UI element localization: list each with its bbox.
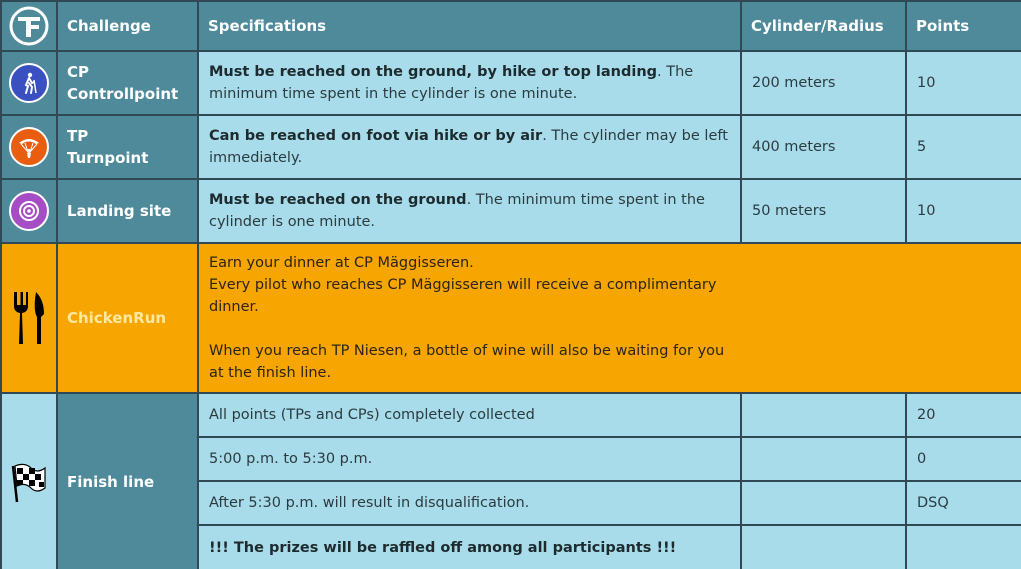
finish-row-1-points: 20	[907, 394, 1021, 436]
header-cylinder: Cylinder/Radius	[742, 2, 905, 50]
header-specifications: Specifications	[199, 2, 740, 50]
tp-label-line2: Turnpoint	[67, 149, 149, 167]
cp-label-line1: CP	[67, 63, 90, 81]
header-points: Points	[907, 2, 1021, 50]
tp-icon-cell	[2, 116, 56, 178]
tp-spec-bold: Can be reached on foot via hike or by air	[209, 128, 543, 144]
landing-spec-rest: . The minimum time spent in the cylinder is one minute.	[209, 192, 705, 230]
landing-cylinder: 50 meters	[742, 180, 905, 242]
finish-row-4-spec: !!! The prizes will be raffled off among all participants !!!	[199, 526, 740, 569]
logo-icon	[9, 6, 49, 46]
cp-icon-cell	[2, 52, 56, 114]
finish-icon-cell	[2, 394, 56, 569]
chicken-line2: Every pilot who reaches CP Mäggisseren will receive a complimentary dinner.	[209, 277, 717, 315]
landing-points: 10	[907, 180, 1021, 242]
cp-points: 10	[907, 52, 1021, 114]
finish-row-2-points: 0	[907, 438, 1021, 480]
chicken-spacer	[209, 318, 729, 340]
landing-spec	[199, 180, 740, 242]
tp-spec-rest: . The cylinder may be left immediately.	[209, 128, 728, 166]
finish-row-3-spec: After 5:30 p.m. will result in disqualification.	[199, 482, 740, 524]
hiker-icon	[9, 63, 49, 103]
cp-spec-rest: . The minimum time spent in the cylinder is one minute.	[209, 64, 694, 102]
chicken-spec	[199, 244, 1021, 392]
cp-cylinder: 200 meters	[742, 52, 905, 114]
finish-row-2-cylinder	[742, 438, 905, 480]
landing-icon-cell	[2, 180, 56, 242]
cutlery-icon	[11, 290, 47, 346]
landing-spec-bold: Must be reached on the ground	[209, 192, 467, 208]
chicken-icon-cell	[2, 244, 56, 392]
cp-spec-bold: Must be reached on the ground, by hike or top landing	[209, 64, 658, 80]
chicken-line3: When you reach TP Niesen, a bottle of wine will also be waiting for you at the finish line.	[209, 343, 725, 381]
tp-cylinder: 400 meters	[742, 116, 905, 178]
paraglider-icon	[9, 127, 49, 167]
finish-row-4-points	[907, 526, 1021, 569]
finish-label: Finish line	[58, 394, 197, 569]
finish-row-3-cylinder	[742, 482, 905, 524]
checkered-flag-icon	[9, 460, 49, 504]
tp-label	[58, 116, 197, 178]
logo-cell	[2, 2, 56, 50]
landing-label: Landing site	[58, 180, 197, 242]
finish-row-3-points: DSQ	[907, 482, 1021, 524]
finish-row-2-spec: 5:00 p.m. to 5:30 p.m.	[199, 438, 740, 480]
cp-label-line2: Controllpoint	[67, 85, 179, 103]
chicken-line1: Earn your dinner at CP Mäggisseren.	[209, 255, 474, 271]
chicken-label: ChickenRun	[58, 244, 197, 392]
cp-spec	[199, 52, 740, 114]
header-challenge: Challenge	[58, 2, 197, 50]
finish-row-1-spec: All points (TPs and CPs) completely collected	[199, 394, 740, 436]
cp-label	[58, 52, 197, 114]
tp-points: 5	[907, 116, 1021, 178]
tp-label-line1: TP	[67, 127, 89, 145]
tp-spec	[199, 116, 740, 178]
finish-row-4-cylinder	[742, 526, 905, 569]
target-icon	[9, 191, 49, 231]
finish-row-1-cylinder	[742, 394, 905, 436]
